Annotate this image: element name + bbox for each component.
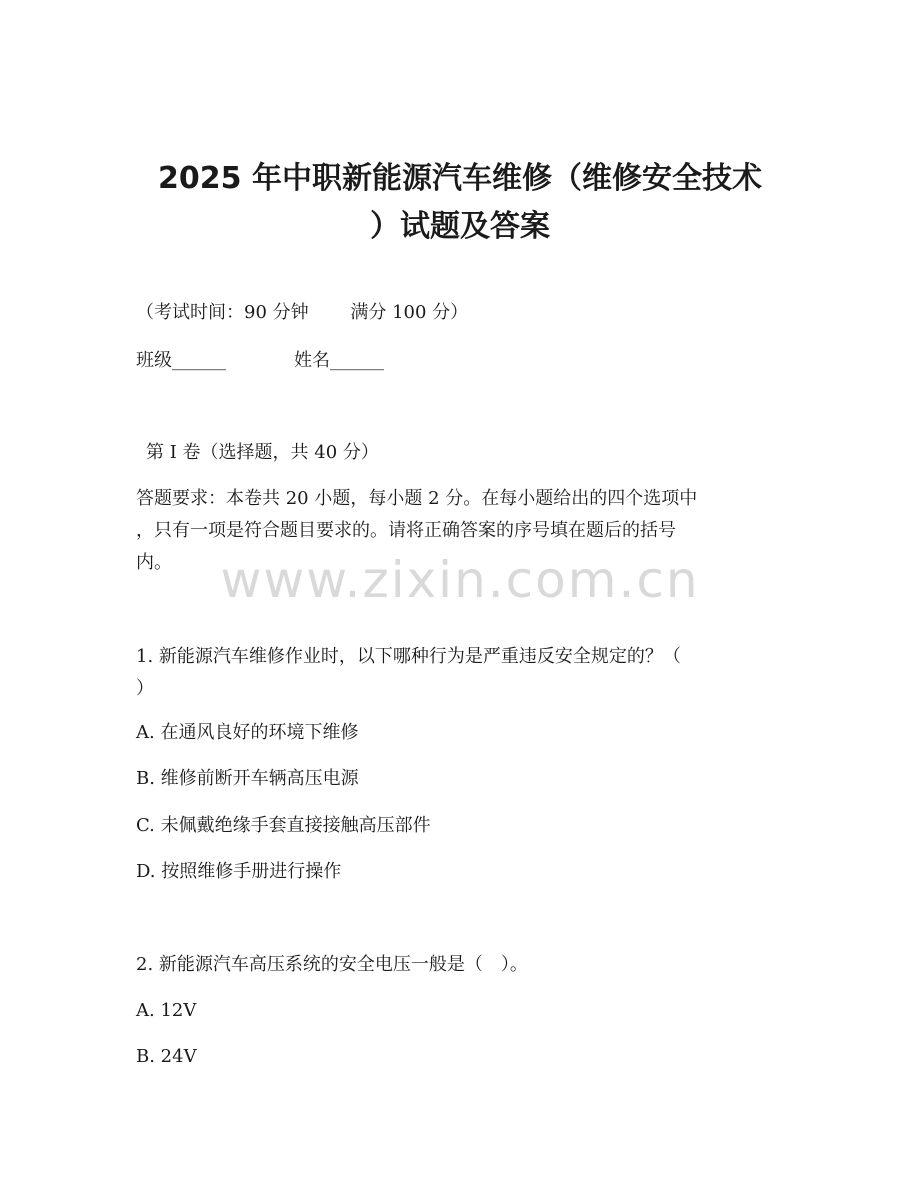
document-title-line-2: ）试题及答案 xyxy=(370,209,550,244)
question-1-option-d: D. 按照维修手册进行操作 xyxy=(136,861,342,882)
instructions-line-3: 内。 xyxy=(136,552,172,573)
question-1-stem-line-2: ） xyxy=(136,678,154,699)
question-2-option-a: A. 12V xyxy=(136,1000,197,1021)
question-1-option-a: A. 在通风良好的环境下维修 xyxy=(136,722,359,743)
question-1-option-c: C. 未佩戴绝缘手套直接接触高压部件 xyxy=(136,815,431,836)
watermark: www.zixin.com.cn xyxy=(220,551,700,609)
document-title-line-1: 2025 年中职新能源汽车维修（维修安全技术 xyxy=(158,161,762,196)
name-label: 姓名______ xyxy=(294,350,384,371)
question-1-option-b: B. 维修前断开车辆高压电源 xyxy=(136,768,359,789)
class-label: 班级______ xyxy=(136,350,226,371)
section-title: 第 I 卷（选择题，共 40 分） xyxy=(146,442,379,463)
instructions-line-2: ，只有一项是符合题目要求的。请将正确答案的序号填在题后的括号 xyxy=(136,520,676,541)
question-1-stem-line-1: 1. 新能源汽车维修作业时，以下哪种行为是严重违反安全规定的？（ xyxy=(136,646,681,667)
question-2-stem: 2. 新能源汽车高压系统的安全电压一般是（ ）。 xyxy=(136,954,528,975)
instructions-line-1: 答题要求：本卷共 20 小题，每小题 2 分。在每小题给出的四个选项中 xyxy=(136,488,698,509)
question-2-option-b: B. 24V xyxy=(136,1046,197,1067)
exam-info: （考试时间：90 分钟 满分 100 分） xyxy=(136,302,469,323)
